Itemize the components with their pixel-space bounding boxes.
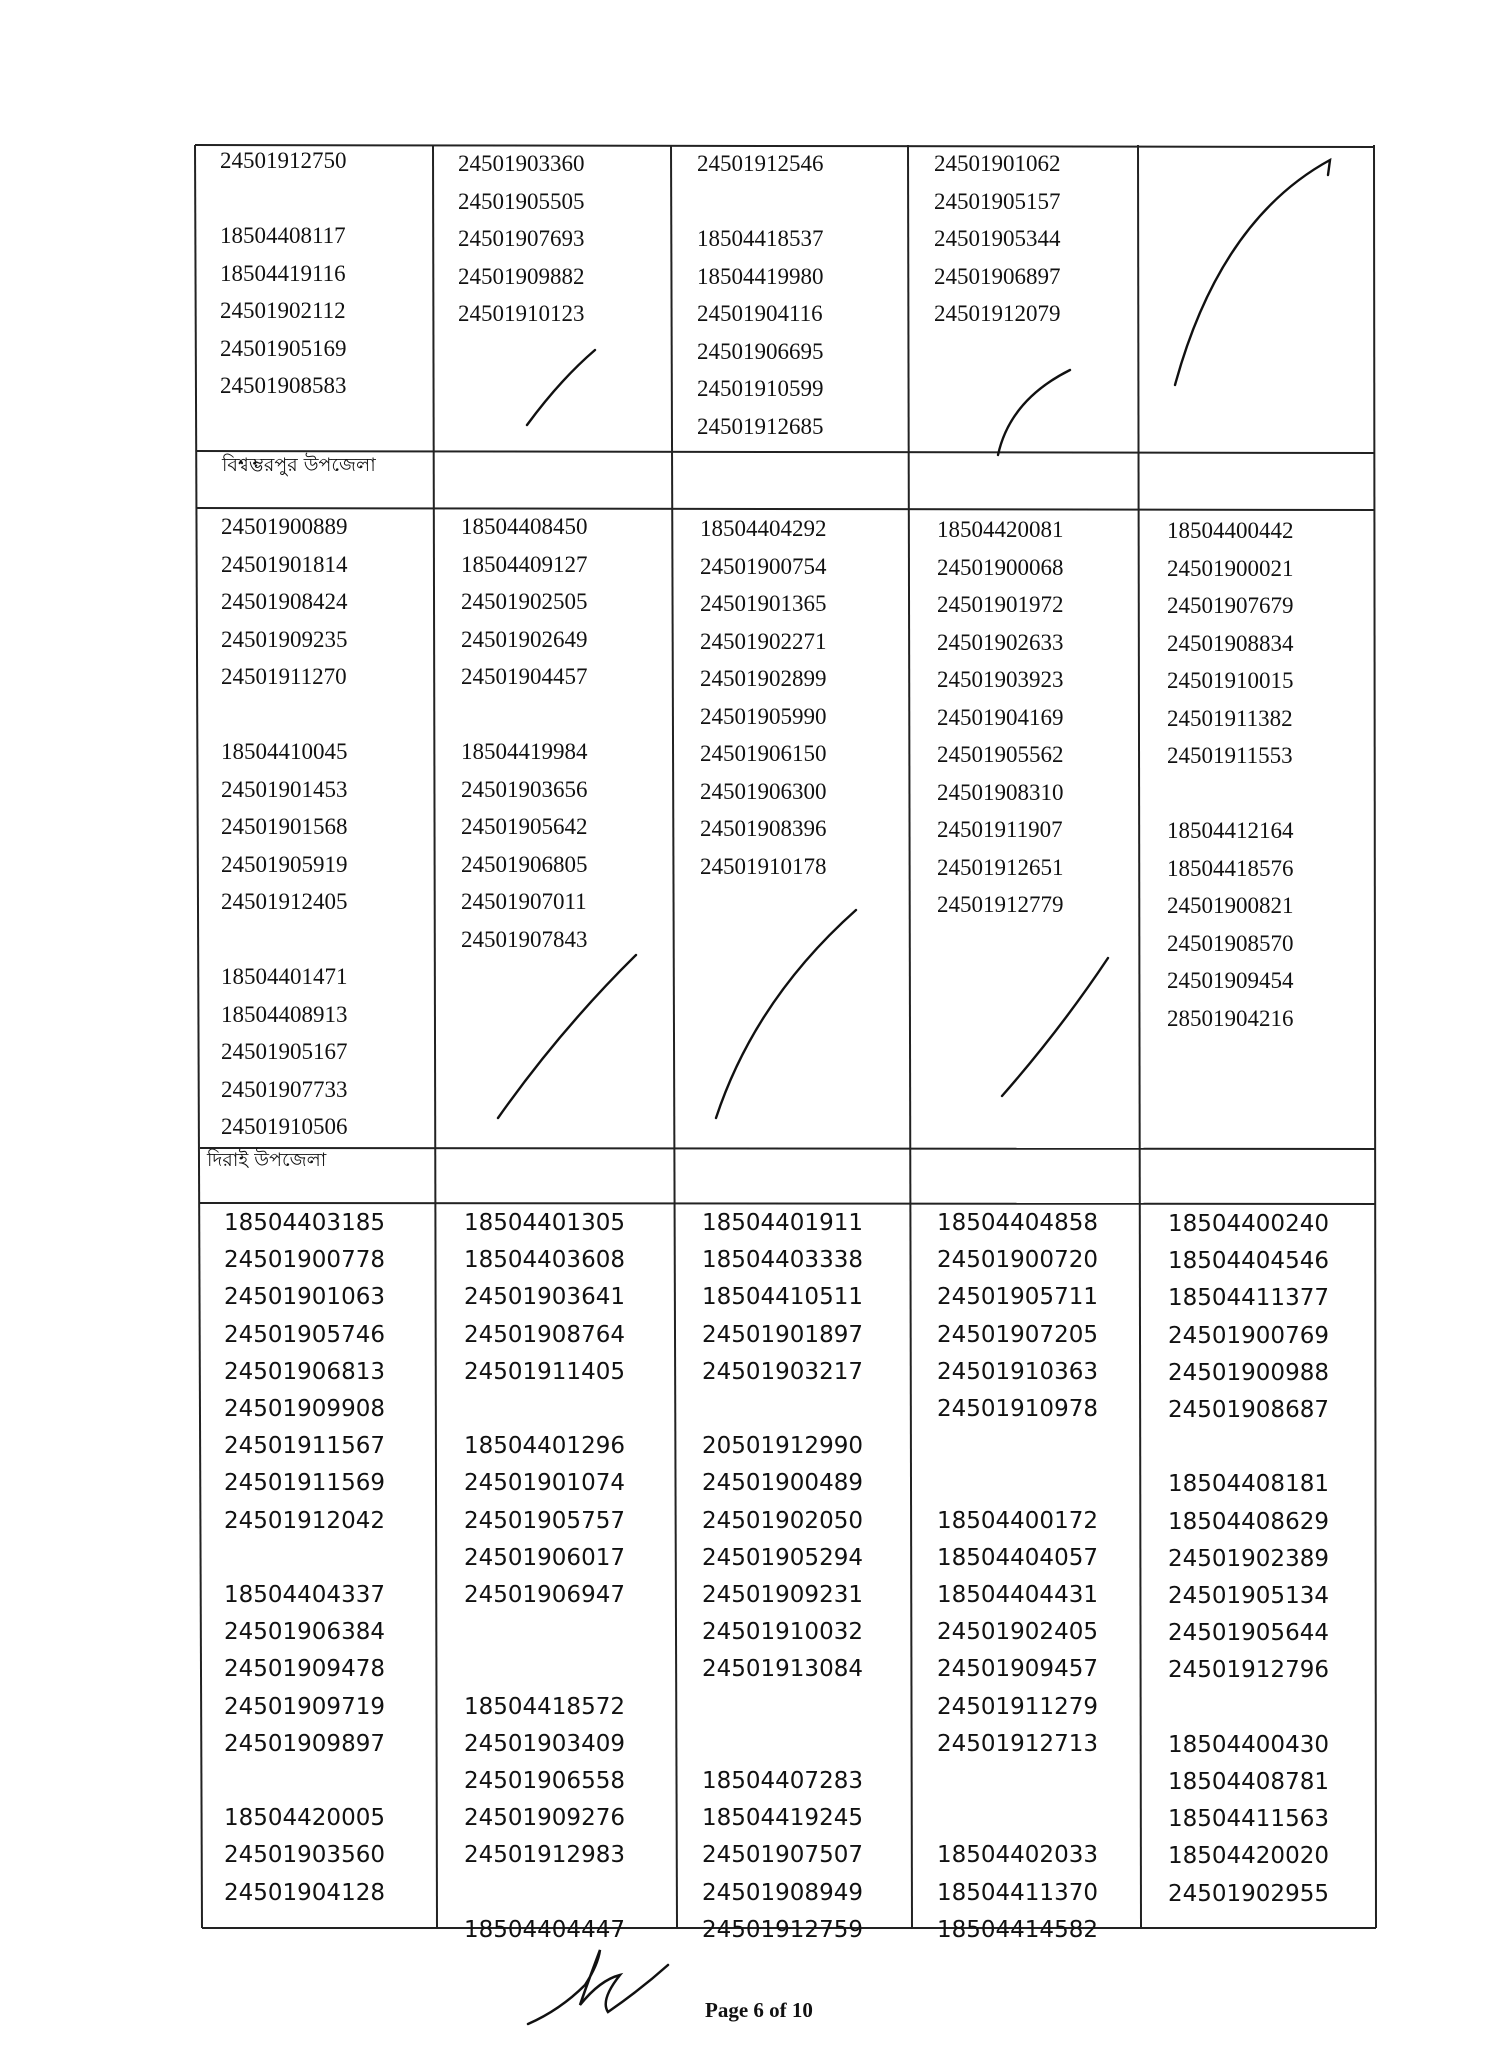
table-cell-value: 18504400442 [1167,518,1294,543]
table-cell-value: 24501905505 [458,188,585,214]
page-number: Page 6 of 10 [705,1998,813,2022]
table-cell-value: 24501911907 [937,817,1063,842]
table-cell-value: 24501905169 [220,335,347,361]
table-cell-value: 18504401471 [221,964,348,989]
section1-col1 [220,142,347,405]
table-cell-value: 24501912042 [224,1507,385,1534]
table-cell-value: 24501900821 [1167,893,1294,918]
table-cell-value [937,1465,1098,1502]
table-cell-value: 24501908570 [1167,930,1294,956]
table-cell-value: 24501910599 [697,376,824,401]
table-cell-value [697,183,824,221]
table-cell-value: 24501904128 [224,1879,385,1906]
table-cell-value: 24501909719 [224,1693,385,1720]
table-cell-value: 24501909882 [458,263,585,289]
table-cell-value: 24501910015 [1167,668,1294,693]
table-cell-value: 24501905294 [702,1544,863,1571]
table-cell-value: 24501901063 [224,1284,385,1311]
table-cell-value: 18504412164 [1167,818,1294,843]
table-cell-value: 24501911382 [1167,705,1293,731]
table-cell-value: 24501901074 [464,1470,625,1497]
table-cell-value: 24501900889 [221,514,348,539]
table-cell-value: 18504419984 [461,739,588,764]
table-cell-value: 18504408629 [1168,1508,1329,1535]
table-cell-value: 24501909897 [224,1730,385,1757]
table-cell-value: 24501911569 [224,1470,385,1497]
table-cell-value: 24501906384 [224,1619,385,1646]
table-cell-value: 18504404292 [700,516,827,541]
section2-col2 [461,508,588,958]
table-cell-value: 18504410045 [221,739,348,764]
table-cell-value: 24501903217 [702,1358,863,1385]
table-cell-value: 24501909231 [702,1582,863,1609]
table-cell-value: 24501906695 [697,338,824,364]
table-cell-value: 24501900720 [937,1247,1098,1274]
table-cell-value [221,921,348,959]
table-cell-value: 24501907843 [461,926,588,952]
table-cell-value: 24501909457 [937,1656,1098,1683]
table-cell-value: 24501902405 [937,1619,1098,1646]
table-cell-value: 24501902050 [702,1507,863,1534]
table-cell-value [461,696,588,734]
table-cell-value: 18504401305 [464,1210,625,1236]
section3-col5 [1168,1206,1329,1913]
table-cell-value: 18504401911 [702,1210,863,1236]
table-cell-value: 18504407283 [702,1768,863,1795]
table-cell-value: 24501912405 [221,889,348,914]
table-cell-value: 24501907507 [702,1842,863,1869]
table-cell-value: 24501903409 [464,1730,625,1757]
table-cell-value: 24501908396 [700,816,827,841]
table-cell-value: 24501910506 [221,1114,348,1139]
table-cell-value: 24501912983 [464,1842,625,1869]
table-cell-value: 24501905167 [221,1039,348,1064]
table-cell-value: 24501906947 [464,1582,625,1609]
section2-col5 [1167,512,1294,1037]
table-cell-value: 18504414582 [937,1916,1098,1943]
table-cell-value [937,1428,1098,1465]
table-cell-value: 24501901453 [221,776,348,802]
table-cell-value: 24501912685 [697,413,824,439]
table-cell-value: 24501907205 [937,1321,1098,1348]
table-cell-value: 18504418576 [1167,855,1294,881]
table-cell-value: 18504408450 [461,514,588,539]
section3-col2 [464,1205,625,1949]
table-cell-value: 24501906150 [700,741,827,766]
table-cell-value: 24501904457 [461,664,588,689]
table-cell-value: 24501913084 [702,1656,863,1683]
table-cell-value: 24501912651 [937,854,1064,880]
table-cell-value: 18504418537 [697,226,824,251]
table-cell-value: 24501902633 [937,629,1064,655]
table-cell-value: 24501903656 [461,776,588,802]
table-cell-value: 24501912079 [934,301,1061,326]
table-cell-value: 24501910178 [700,853,827,879]
table-cell-value: 24501910978 [937,1396,1098,1423]
table-cell-value: 18504410511 [702,1284,863,1311]
table-cell-value: 24501912750 [220,148,347,173]
table-cell-value: 24501906558 [464,1768,625,1795]
table-cell-value: 24501900489 [702,1470,863,1497]
table-cell-value: 18504400430 [1168,1731,1329,1758]
table-cell-value: 24501905990 [700,703,827,729]
table-cell-value: 24501906813 [224,1358,385,1385]
table-cell-value: 18504420020 [1168,1843,1329,1870]
table-cell-value: 24501906897 [934,263,1061,289]
section2-col4 [937,511,1064,924]
section3-col3 [702,1205,863,1949]
table-cell-value: 24501900021 [1167,555,1294,581]
table-cell-value: 24501902649 [461,626,588,652]
table-cell-value: 24501901897 [702,1321,863,1348]
strike-mark [716,910,856,1118]
table-cell-value: 24501911405 [464,1358,625,1385]
table-cell-value: 18504419245 [702,1805,863,1832]
table-cell-value: 18504409127 [461,551,588,577]
table-cell-value: 18504411370 [937,1879,1098,1906]
table-cell-value: 24501912546 [697,151,824,176]
section3-col1 [224,1205,385,1912]
table-cell-value: 18504411377 [1168,1285,1329,1312]
section1-col3 [697,145,824,445]
table-cell-value: 18504408117 [220,223,346,248]
table-cell-value: 24501911553 [1167,743,1293,768]
table-cell-value: 24501900769 [1168,1322,1329,1349]
table-cell-value: 18504419980 [697,263,824,289]
table-cell-value: 24501900778 [224,1247,385,1274]
table-cell-value: 24501911567 [224,1433,385,1460]
section2-label: বিশ্বম্ভরপুর উপজেলা [222,454,376,476]
table-cell-value [220,180,347,218]
table-cell-value: 24501901568 [221,814,348,839]
table-cell-value: 24501902112 [220,298,346,323]
table-cell-value: 24501909235 [221,626,348,652]
table-cell-value [464,1875,625,1912]
table-cell-value [937,1763,1098,1800]
table-cell-value: 24501904116 [697,301,823,326]
table-cell-value [702,1689,863,1726]
table-cell-value: 24501908310 [937,779,1064,805]
table-cell-value: 18504402033 [937,1842,1098,1869]
table-cell-value: 18504404337 [224,1582,385,1609]
table-cell-value: 24501908687 [1168,1397,1329,1424]
table-cell-value: 24501909908 [224,1396,385,1423]
strike-mark [498,955,636,1118]
table-cell-value: 24501902389 [1168,1545,1329,1572]
table-cell-value: 18504420005 [224,1805,385,1832]
section3-label: দিরাই উপজেলা [207,1149,327,1171]
table-cell-value: 24501903560 [224,1842,385,1869]
table-cell-value: 24501900988 [1168,1359,1329,1386]
table-cell-value: 24501902271 [700,628,827,654]
table-cell-value: 24501912713 [937,1730,1098,1757]
table-cell-value: 24501909276 [464,1805,625,1832]
table-cell-value: 24501900754 [700,553,827,579]
table-cell-value [221,696,348,734]
section2-col3 [700,510,827,885]
table-cell-value: 24501909454 [1167,968,1294,993]
table-cell-value [1168,1690,1329,1727]
table-cell-value: 24501907733 [221,1076,348,1102]
table-cell-value: 24501911270 [221,664,347,689]
table-cell-value: 24501908834 [1167,630,1294,656]
table-cell-value: 18504411563 [1168,1806,1329,1833]
table-cell-value [464,1651,625,1688]
table-cell-value: 18504400240 [1168,1211,1329,1237]
table-cell-value: 24501901814 [221,551,348,577]
table-cell-value: 18504404431 [937,1582,1098,1609]
table-cell-value [1167,775,1294,813]
table-cell-value: 18504408913 [221,1001,348,1027]
section3-col4 [937,1205,1098,1949]
table-cell-value [464,1614,625,1651]
table-cell-value [702,1726,863,1763]
section1-col4 [934,145,1061,333]
table-cell-value: 18504403185 [224,1210,385,1236]
table-cell-value: 24501908424 [221,589,348,614]
table-cell-value: 24501906805 [461,851,588,877]
table-cell-value: 24501908949 [702,1879,863,1906]
table-cell-value: 18504401296 [464,1433,625,1460]
table-cell-value [224,1763,385,1800]
table-cell-value: 24501909478 [224,1656,385,1683]
table-cell-value: 24501905757 [464,1507,625,1534]
table-cell-value: 18504404546 [1168,1248,1329,1275]
strike-mark [527,350,595,425]
table-cell-value: 18504404447 [464,1916,625,1943]
table-cell-value: 24501908583 [220,373,347,398]
table-cell-value: 18504403608 [464,1247,625,1274]
table-cell-value: 24501903923 [937,667,1064,692]
strike-mark [1002,958,1108,1096]
table-cell-value: 24501907011 [461,889,587,914]
table-cell-value: 24501906300 [700,778,827,804]
table-cell-value: 24501904169 [937,704,1064,730]
table-cell-value: 24501901062 [934,151,1061,176]
table-cell-value: 18504420081 [937,517,1064,542]
table-cell-value: 24501905642 [461,814,588,839]
section1-col2 [458,145,585,333]
strike-mark [998,370,1070,455]
table-cell-value: 24501901972 [937,592,1064,617]
table-cell-value: 18504404858 [937,1210,1098,1236]
table-cell-value: 24501912796 [1168,1657,1329,1684]
table-cell-value: 24501900068 [937,554,1064,580]
table-cell-value: 24501907693 [458,226,585,251]
table-cell-value [1168,1429,1329,1466]
table-cell-value: 24501911279 [937,1693,1098,1720]
table-cell-value: 24501912779 [937,892,1064,917]
table-cell-value: 28501904216 [1167,1005,1294,1031]
table-cell-value: 24501901365 [700,591,827,616]
table-cell-value: 18504418572 [464,1693,625,1720]
table-cell-value: 24501902899 [700,666,827,691]
table-cell-value: 18504419116 [220,260,346,286]
table-cell-value: 18504404057 [937,1544,1098,1571]
table-cell-value: 24501905746 [224,1321,385,1348]
table-cell-value [464,1391,625,1428]
table-cell-value: 24501912759 [702,1916,863,1943]
table-cell-value: 24501905344 [934,226,1061,251]
table-cell-value: 24501903641 [464,1284,625,1311]
table-cell-value: 24501910123 [458,301,585,326]
table-cell-value: 24501907679 [1167,593,1294,618]
table-cell-value: 24501902505 [461,589,588,614]
table-cell-value: 24501908764 [464,1321,625,1348]
table-cell-value: 24501902955 [1168,1880,1329,1907]
table-cell-value: 18504400172 [937,1507,1098,1534]
table-cell-value: 18504408781 [1168,1769,1329,1796]
table-cell-value: 24501905644 [1168,1620,1329,1647]
table-cell-value: 20501912990 [702,1433,863,1460]
table-cell-value [702,1391,863,1428]
table-cell-value [937,1800,1098,1837]
section2-col1 [221,508,348,1146]
table-cell-value: 24501905919 [221,851,348,877]
table-cell-value [224,1540,385,1577]
table-cell-value: 24501903360 [458,151,585,176]
table-cell-value: 24501905711 [937,1284,1098,1311]
table-cell-value: 24501906017 [464,1544,625,1571]
table-cell-value: 18504408181 [1168,1471,1329,1498]
table-cell-value: 24501905134 [1168,1583,1329,1610]
strike-mark [1175,160,1330,385]
table-cell-value: 24501905562 [937,742,1064,767]
table-cell-value: 24501910363 [937,1358,1098,1385]
table-cell-value: 18504403338 [702,1247,863,1274]
table-cell-value: 24501905157 [934,188,1061,214]
table-cell-value: 24501910032 [702,1619,863,1646]
